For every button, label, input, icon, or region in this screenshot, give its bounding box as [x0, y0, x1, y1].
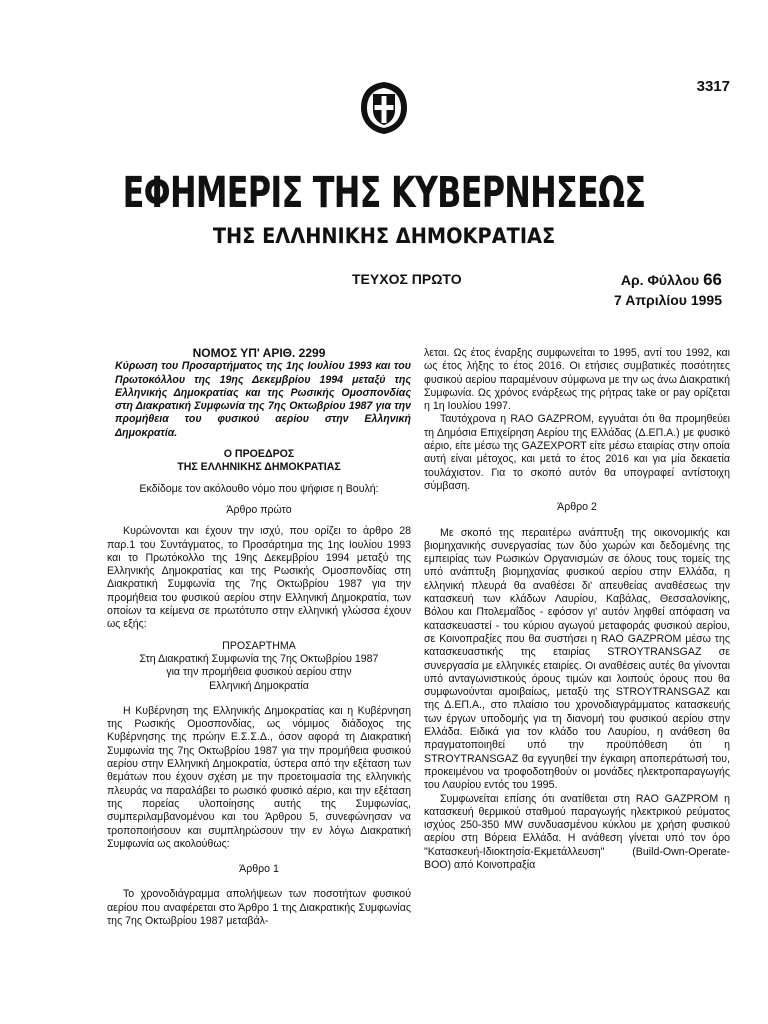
article-1-heading: Άρθρο 1: [239, 863, 279, 876]
president-heading-2: ΤΗΣ ΕΛΛΗΝΙΚΗΣ ΔΗΜΟΚΡΑΤΙΑΣ: [177, 461, 341, 474]
annex-subheading-2: για την προμήθεια φυσικού αερίου στην: [166, 666, 352, 679]
law-title: ΝΟΜΟΣ ΥΠ' ΑΡΙΘ. 2299: [192, 346, 326, 360]
page-number: 3317: [696, 78, 730, 95]
volume-label: ΤΕΥΧΟΣ ΠΡΩΤΟ: [352, 271, 462, 287]
gazette-title: ΕΦΗΜΕΡΙΣ ΤΗΣ ΚΥΒΕΡΝΗΣΕΩΣ: [122, 168, 646, 218]
coat-of-arms-icon: [358, 80, 410, 136]
law-summary: Κύρωση του Προσαρτήματος της 1ης Ιουλίου 1993 και του Πρωτοκόλλου της 19ης Δεκεμβρίου 1994 μεταξύ της Ελληνικής Δημοκρατίας και της Ρωσικής Ομοσπονδίας στη Διακρατική Συμφωνία της 7ης Οκτωβρίου 1987 για την προμήθεια του φυσικού αερίου στην Ελληνική Δημοκρατία.: [115, 360, 411, 439]
article-1-text: Το χρονοδιάγραμμα απολήψεων των ποσοτήτων φυσικού αερίου που αναφέρεται στο Άρθρο 1 της Διακρατικής Συμφωνίας της 7ης Οκτωβρίου 1987 μεταβάλ-: [107, 888, 411, 927]
article-2-heading: Άρθρο 2: [557, 501, 597, 514]
president-heading-1: Ο ΠΡΟΕΔΡΟΣ: [223, 448, 295, 461]
paragraph-gazprom-guarantee: Ταυτόχρονα η RAO GAZPROM, εγγυάται ότι θα προμηθεύει τη Δημόσια Επιχείρηση Αερίου της Ελλάδας (Δ.ΕΠ.Α.) με φυσικό αέριο, είτε μέσω της GAZEXPORT είτε μέσω εταιρίας στην οποία αυτή είναι μέτοχος, και μετά το έτος 2016 και για μία δεκαετία τουλάχιστον. Για το σκοπό αυτόν θα υπογραφεί αντίστοιχη σύμβαση.: [424, 413, 730, 492]
issue-date: 7 Απριλίου 1995: [614, 292, 722, 308]
annex-heading: ΠΡΟΣΑΡΤΗΜΑ: [222, 639, 296, 652]
right-column: [424, 347, 730, 872]
annex-subheading-3: Ελληνική Δημοκρατία: [209, 679, 309, 692]
left-column: [107, 347, 411, 928]
paragraph-continuation: λεται. Ως έτος έναρξης συμφωνείται το 1995, αντί του 1992, και ως έτος λήξης το έτος 2016. Οι ετήσιες συμβατικές ποσότητες φυσικού αερίου παραμένουν σύμφωνα με την ως άνω Διακρατική Συμφωνία. Ως χρόνος ενάρξεως της ρήτρας take or pay ορίζεται η 1η Ιουλίου 1997.: [424, 347, 730, 413]
paragraph-power-plant: Συμφωνείται επίσης ότι ανατίθεται στη RAO GAZPROM η κατασκευή θερμικού σταθμού παραγωγής ηλεκτρικού ρεύματος ισχύος 250-350 MW συνδυασμένου κύκλου με χρήση φυσικού αερίου στη Βόρεια Ελλάδα. Η ανάθεση γίνεται υπό τον όρο "Κατασκευή-Ιδιοκτησία-Εκμετάλλευση" (Build-Own-Operate-BOO) από Κοινοπραξία: [424, 792, 730, 871]
paragraph-cooperation: Με σκοπό της περαιτέρω ανάπτυξη της οικονομικής και βιομηχανικής συνεργασίας των δύο χωρών και δεδομένης της εμπειρίας των Ρωσικών Οργανισμών σε όλους τους τομείς της υπό ανάπτυξη βιομηχανίας φυσικού αερίου στην Ελλάδα, η ελληνική πλευρά θα αναθέσει δι' απευθείας αναθέσεως την κατασκευή των κλάδων Λαυρίου, Καβάλας, Θεσσαλονίκης, Βόλου και Πτολεμαΐδος - εφόσον γι' αυτόν ληφθεί απόφαση να κατασκευαστεί - του κύριου αγωγού μεταφοράς φυσικού αερίου, σε Κοινοπραξίες που θα συστήσει η RAO GAZPROM μέσω της κατασκευαστικής της εταιρίας STROYTRANSGAZ σε συνεργασία με ελληνικές εταιρίες. Οι αναθέσεις αυτές θα γίνονται υπό ανταγωνιστικούς όρους τιμών και λοιπούς όρους που θα συμφωνούνται αμοιβαίως, μεταξύ της STROYTRANSGAZ και της Δ.ΕΠ.Α., στο πλαίσιο του χρονοδιαγράμματος κατασκευής των έργων υποδομής για τη διανομή του φυσικού αερίου στην Ελλάδα. Ειδικά για τον κλάδο του Λαυρίου, η ανάθεση θα πραγματοποιηθεί υπό την προϋπόθεση ότι η STROYTRANSGAZ θα εγγυηθεί την έγκαιρη αποπεράτωσή του, προκειμένου να τροφοδοτηθούν οι μονάδες ηλεκτροπαραγωγής του Λαυρίου εντός του 1995.: [424, 526, 730, 792]
annex-subheading-1: Στη Διακρατική Συμφωνία της 7ης Οκτωβρίου 1987: [139, 652, 379, 665]
article-first-heading: Άρθρο πρώτο: [226, 503, 292, 516]
promulgation-text: Εκδίδομε τον ακόλουθο νόμο που ψήφισε η Βουλή:: [139, 482, 379, 495]
issue-value: 66: [703, 270, 722, 289]
annex-text: Η Κυβέρνηση της Ελληνικής Δημοκρατίας και η Κυβέρνηση της Ρωσικής Ομοσπονδίας, ως νόμιμος διάδοχος της Κυβέρνησης της πρώην Ε.Σ.Σ.Δ., όσον αφορά τη Διακρατική Συμφωνία της 7ης Οκτωβρίου 1987 για την προμήθεια φυσικού αερίου στην Ελληνική Δημοκρατία, ύστερα από την εξέταση των θεμάτων που έχουν σχέση με την προετοιμασία της ελληνικής πλευράς να παραλάβει το ρωσικό φυσικό αέριο, και την εξέταση της πορείας υλοποίησης αυτής της Συμφωνίας, συμπεριλαμβανομένου και του Άρθρου 5, συνεφώνησαν να τροποποιήσουν και συμπληρώσουν την εν λόγω Διακρατική Συμφωνία ως ακολούθως:: [107, 704, 411, 850]
gazette-subtitle: ΤΗΣ ΕΛΛΗΝΙΚΗΣ ΔΗΜΟΚΡΑΤΙΑΣ: [212, 224, 556, 248]
article-first-text: Κυρώνονται και έχουν την ισχύ, που ορίζει το άρθρο 28 παρ.1 του Συντάγματος, το Προσάρτημα της 1ης Ιουλίου 1993 και το Πρωτόκολλο της 19ης Δεκεμβρίου 1994 μεταξύ της Ελληνικής Δημοκρατίας και της Ρωσικής Ομοσπονδίας στη Διακρατική Συμφωνία της 7ης Οκτωβρίου 1987 για την προμήθεια του φυσικού αερίου στην Ελληνική Δημοκρατία, των οποίων τα κείμενα σε πρωτότυπο στην ελληνική γλώσσα έχουν ως εξής:: [107, 525, 411, 631]
issue-label: Αρ. Φύλλου: [620, 272, 700, 288]
issue-number: [621, 270, 722, 290]
